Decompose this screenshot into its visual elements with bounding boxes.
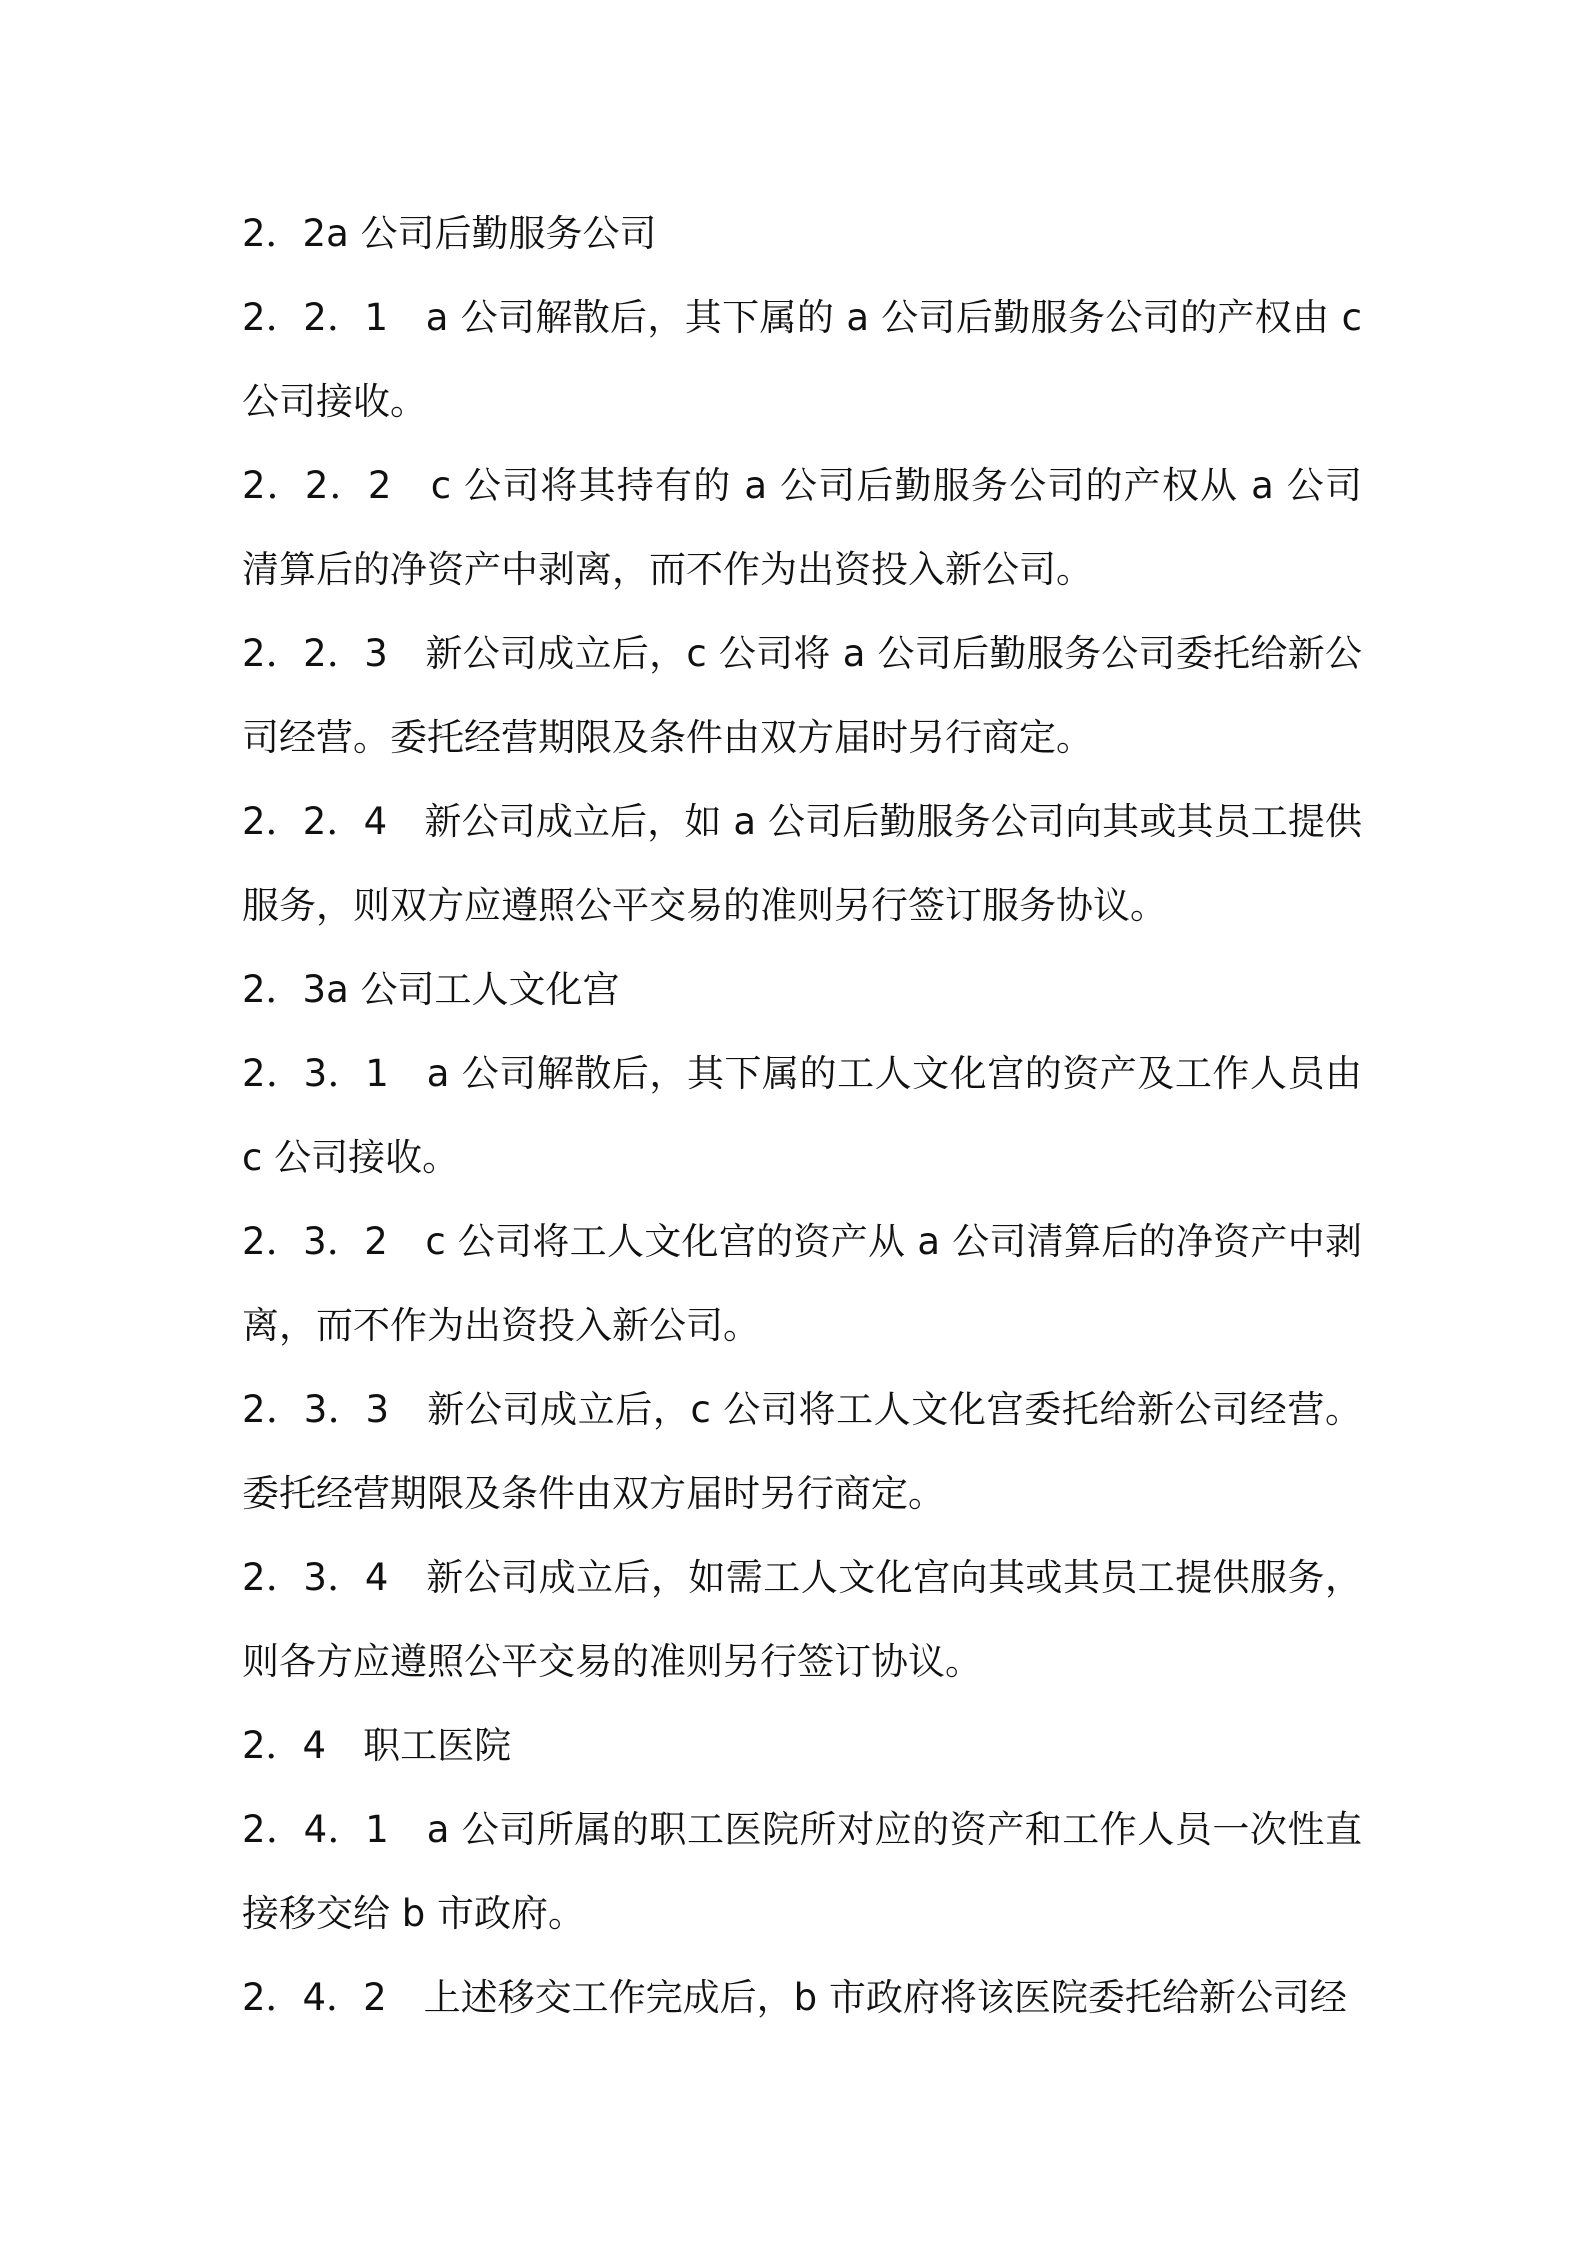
clause-2-2-4: 2．2．4 新公司成立后，如 a 公司后勤服务公司向其或其员工提供服务，则双方应遵照公平交易的准则另行签订服务协议。 <box>242 800 1362 927</box>
clause-2-2-3: 2．2．3 新公司成立后，c 公司将 a 公司后勤服务公司委托给新公司经营。委托经营期限及条件由双方届时另行商定。 <box>242 632 1362 759</box>
clause-2-2-2: 2．2．2 c 公司将其持有的 a 公司后勤服务公司的产权从 a 公司清算后的净资产中剥离，而不作为出资投入新公司。 <box>242 464 1362 591</box>
section-heading-2-3: 2．3a 公司工人文化宫 <box>242 968 620 1011</box>
clause-2-4-1: 2．4．1 a 公司所属的职工医院所对应的资产和工作人员一次性直接移交给 b 市政府。 <box>242 1808 1362 1935</box>
clause-2-3-1: 2．3．1 a 公司解散后，其下属的工人文化宫的资产及工作人员由 c 公司接收。 <box>242 1052 1362 1179</box>
section-heading-2-4: 2．4 职工医院 <box>242 1724 512 1767</box>
clause-2-3-2: 2．3．2 c 公司将工人文化宫的资产从 a 公司清算后的净资产中剥离，而不作为出资投入新公司。 <box>242 1220 1362 1347</box>
clause-2-3-4: 2．3．4 新公司成立后，如需工人文化宫向其或其员工提供服务，则各方应遵照公平交易的准则另行签订协议。 <box>242 1556 1362 1683</box>
clause-2-2-1: 2．2．1 a 公司解散后，其下属的 a 公司后勤服务公司的产权由 c 公司接收。 <box>242 296 1362 423</box>
section-heading-2-2: 2．2a 公司后勤服务公司 <box>242 212 657 255</box>
document-body <box>242 192 1362 2040</box>
clause-2-4-2: 2．4．2 上述移交工作完成后，b 市政府将该医院委托给新公司经 <box>242 1976 1347 2019</box>
clause-2-3-3: 2．3．3 新公司成立后，c 公司将工人文化宫委托给新公司经营。委托经营期限及条件由双方届时另行商定。 <box>242 1388 1362 1515</box>
